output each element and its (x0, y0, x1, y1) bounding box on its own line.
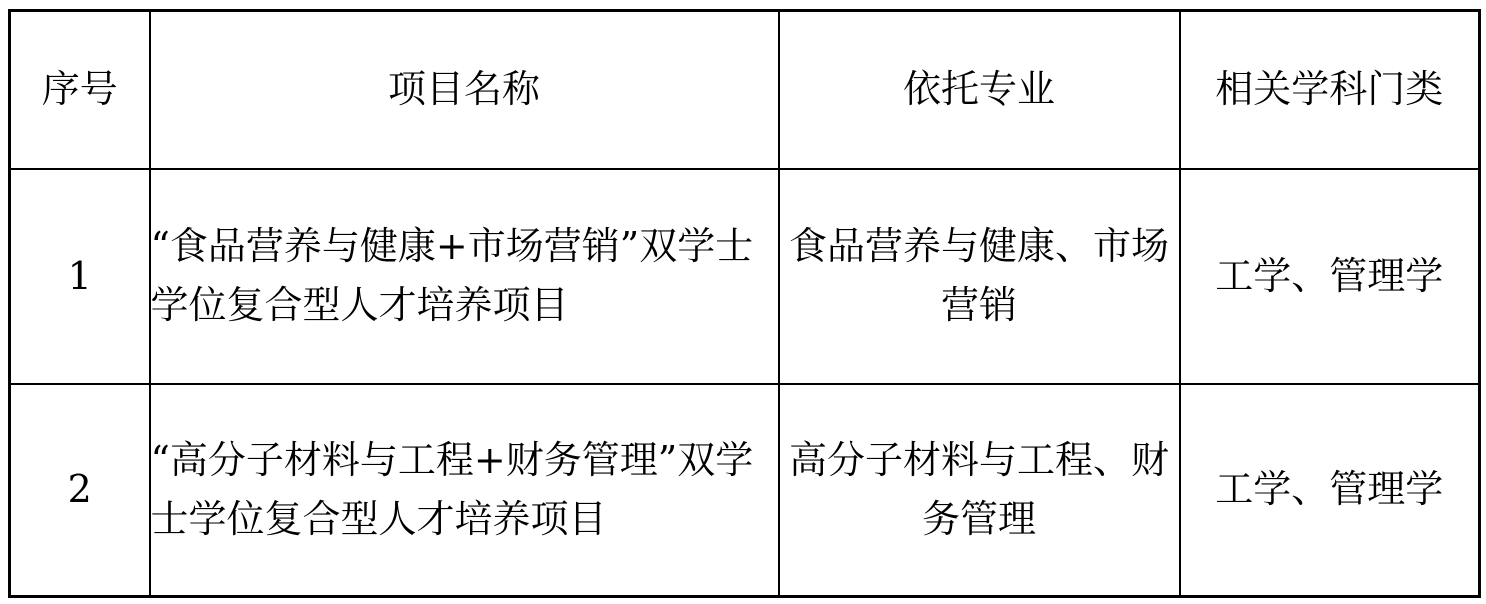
cell-serial-number: 2 (10, 384, 150, 597)
cell-supporting-major: 高分子材料与工程、财务管理 (779, 384, 1180, 597)
cell-discipline-category: 工学、管理学 (1180, 384, 1480, 597)
cell-project-name: “食品营养与健康+市场营销”双学士学位复合型人才培养项目 (150, 169, 779, 384)
projects-table (8, 9, 1481, 598)
table-row (10, 169, 1480, 384)
table-row (10, 384, 1480, 597)
cell-supporting-major: 食品营养与健康、市场营销 (779, 169, 1180, 384)
header-supporting-major: 依托专业 (779, 11, 1180, 169)
header-project-name: 项目名称 (150, 11, 779, 169)
header-serial-number: 序号 (10, 11, 150, 169)
cell-discipline-category: 工学、管理学 (1180, 169, 1480, 384)
header-discipline-category: 相关学科门类 (1180, 11, 1480, 169)
cell-serial-number: 1 (10, 169, 150, 384)
cell-project-name: “高分子材料与工程+财务管理”双学士学位复合型人才培养项目 (150, 384, 779, 597)
table-header-row (10, 11, 1480, 169)
